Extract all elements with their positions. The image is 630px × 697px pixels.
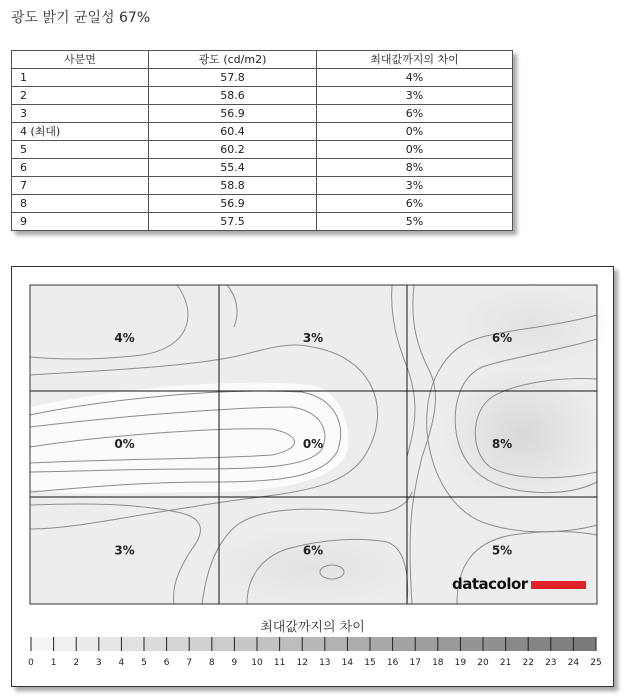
legend-tick-label: 2: [73, 658, 80, 668]
table-row: [12, 87, 513, 105]
table-row: [12, 195, 513, 213]
quadrant-label: 8%: [491, 437, 513, 451]
legend-tick-label: 6: [163, 658, 170, 668]
table-cell-luminance: 57.5: [149, 213, 317, 231]
legend-tick-label: 10: [251, 658, 263, 668]
table-header-difference: 최대값까지의 차이: [317, 51, 513, 69]
table-cell-difference: 6%: [317, 105, 513, 123]
legend-tick-label: 16: [386, 658, 399, 668]
legend-tick-label: 21: [499, 658, 512, 668]
legend-swatch: [573, 637, 596, 651]
page-title: 광도 밝기 균일성 67%: [11, 10, 151, 26]
table-cell-luminance: 58.6: [149, 87, 317, 105]
legend-tick-label: 4: [118, 658, 125, 668]
table-row: [12, 105, 513, 123]
table-header-row: [12, 51, 513, 69]
legend-swatch: [144, 637, 167, 651]
legend-swatch: [167, 637, 190, 651]
legend-swatch: [257, 637, 280, 651]
uniformity-plot-frame: [11, 266, 614, 687]
table-cell-quadrant: 3: [12, 105, 149, 123]
legend-tick-label: 15: [364, 658, 376, 668]
legend-tick-label: 20: [477, 658, 489, 668]
table-cell-quadrant: 2: [12, 87, 149, 105]
datacolor-logo-bar: [531, 581, 586, 589]
table-row: [12, 123, 513, 141]
table-row: [12, 177, 513, 195]
table-cell-difference: 6%: [317, 195, 513, 213]
table-cell-quadrant: 9: [12, 213, 149, 231]
quadrant-label: 5%: [491, 543, 513, 558]
table-cell-difference: 3%: [317, 177, 513, 195]
legend-swatch: [506, 637, 529, 651]
quadrant-label: 3%: [114, 543, 135, 558]
luminance-table-wrap: [11, 50, 513, 231]
legend-swatch: [483, 637, 506, 651]
dark-zone-bottom: [202, 527, 422, 607]
table-cell-quadrant: 8: [12, 195, 149, 213]
datacolor-logo: datacolor: [452, 575, 528, 593]
luminance-table: [11, 50, 513, 231]
table-cell-luminance: 60.2: [149, 141, 317, 159]
legend-tick-label: 5: [141, 658, 147, 668]
table-cell-luminance: 55.4: [149, 159, 317, 177]
legend-tick-label: 22: [522, 658, 534, 668]
legend-swatch: [347, 637, 370, 651]
legend-swatch: [121, 637, 144, 651]
legend-swatch: [415, 637, 438, 651]
legend-swatch: [99, 637, 122, 651]
hot-zone-center: [30, 383, 348, 494]
quadrant-label: 4%: [114, 331, 135, 345]
legend-tick-label: 11: [273, 658, 286, 668]
legend-swatch: [54, 637, 77, 651]
legend-title: 최대값까지의 차이: [260, 620, 365, 635]
legend-swatch: [438, 637, 461, 651]
table-cell-quadrant: 7: [12, 177, 149, 195]
table-cell-difference: 5%: [317, 213, 513, 231]
table-cell-difference: 8%: [317, 159, 513, 177]
table-cell-luminance: 58.8: [149, 177, 317, 195]
legend-tick-label: 19: [454, 658, 467, 668]
legend-tick-label: 8: [208, 658, 215, 668]
table-cell-difference: 0%: [317, 123, 513, 141]
quadrant-label: 3%: [302, 331, 324, 345]
legend-swatch: [325, 637, 348, 651]
table-cell-difference: 4%: [317, 69, 513, 87]
table-header-quadrant: 사분면: [12, 51, 149, 69]
table-cell-luminance: 60.4: [149, 123, 317, 141]
legend-tick-label: 24: [567, 658, 580, 668]
quadrant-label: 6%: [302, 543, 324, 558]
quadrant-label: 0%: [302, 437, 324, 451]
legend-tick-label: 7: [186, 658, 193, 668]
legend-swatch: [393, 637, 416, 651]
table-cell-luminance: 56.9: [149, 195, 317, 213]
legend-tick-label: 14: [341, 658, 354, 668]
legend-swatch: [551, 637, 574, 651]
table-cell-quadrant: 1: [12, 69, 149, 87]
legend-swatch: [31, 637, 54, 651]
table-cell-luminance: 56.9: [149, 105, 317, 123]
table-cell-quadrant: 4 (최대): [12, 123, 149, 141]
legend-swatch: [234, 637, 257, 651]
quadrant-label: 0%: [114, 437, 135, 451]
legend-tick-label: 1: [50, 658, 57, 668]
table-row: [12, 159, 513, 177]
table-cell-luminance: 57.8: [149, 69, 317, 87]
dark-zone-topright: [452, 282, 612, 372]
legend-tick-label: 3: [95, 658, 102, 668]
quadrant-label: 6%: [491, 331, 513, 345]
legend-tick-label: 0: [28, 658, 34, 668]
table-cell-quadrant: 5: [12, 141, 149, 159]
legend-swatch: [76, 637, 99, 651]
table-header-luminance: 광도 (cd/m2): [149, 51, 317, 69]
legend-tick-label: 23: [545, 658, 557, 668]
legend-tick-label: 25: [590, 658, 602, 668]
legend-swatch: [370, 637, 393, 651]
table-row: [12, 141, 513, 159]
legend-tick-label: 13: [319, 658, 331, 668]
legend-swatch: [212, 637, 235, 651]
legend-tick-label: 9: [231, 658, 238, 668]
legend-swatch: [460, 637, 483, 651]
table-cell-quadrant: 6: [12, 159, 149, 177]
table-row: [12, 213, 513, 231]
legend-swatch: [280, 637, 303, 651]
legend-swatch: [189, 637, 212, 651]
table-cell-difference: 0%: [317, 141, 513, 159]
legend-tick-label: 18: [432, 658, 444, 668]
legend-tick-label: 12: [296, 658, 308, 668]
legend-tick-label: 17: [409, 658, 421, 668]
table-row: [12, 69, 513, 87]
legend-swatch: [302, 637, 325, 651]
legend-swatch: [528, 637, 551, 651]
table-cell-difference: 3%: [317, 87, 513, 105]
